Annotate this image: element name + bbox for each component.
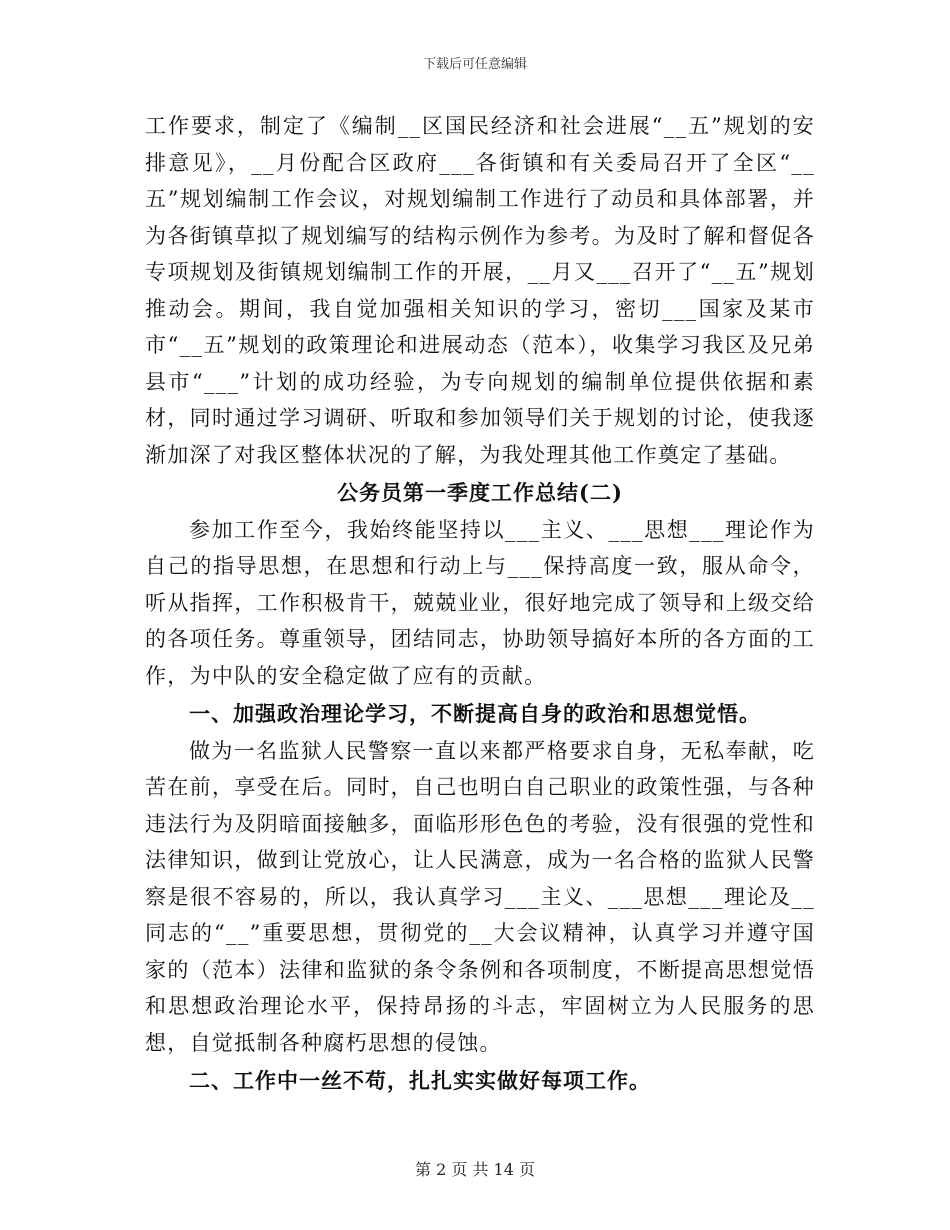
document-body [145,108,815,1100]
heading-political-study: 一、加强政治理论学习，不断提高自身的政治和思想觉悟。 [189,701,761,726]
section-title: 公务员第一季度工作总结(二) [337,480,623,505]
page-number-footer: 第 2 页 共 14 页 [415,1160,535,1179]
paragraph-intro: 参加工作至今，我始终能坚持以___主义、___思想___理论作为自己的指导思想，在思想和行动上与___保持高度一致，服从命令，听从指挥，工作积极肯干，兢兢业业，很好地完成了领导和上级交给的各项任务。尊重领导，团结同志，协助领导搞好本所的各方面的工作，为中队的安全稳定做了应有的贡献。 [145,517,815,688]
page-header-note: 下载后可任意编辑 [422,57,527,72]
heading-work-diligence: 二、工作中一丝不苟，扎扎实实做好每项工作。 [189,1068,651,1093]
paragraph-continued: 工作要求，制定了《编制__区国民经济和社会进展“__五”规划的安排意见》，__月份配合区政府___各街镇和有关委局召开了全区“__五”规划编制工作会议，对规划编制工作进行了动员和具体部署，并为各街镇草拟了规划编写的结构示例作为参考。为及时了解和督促各专项规划及街镇规划编制工作的开展，__月又___召开了“__五”规划推动会。期间，我自觉加强相关知识的学习，密切___国家及某市市“__五”规划的政策理论和进展动态（范本），收集学习我区及兄弟县市“___”计划的成功经验，为专向规划的编制单位提供依据和素材，同时通过学习调研、听取和参加领导们关于规划的讨论，使我逐渐加深了对我区整体状况的了解，为我处理其他工作奠定了基础。 [145,114,815,467]
paragraph-political-study: 做为一名监狱人民警察一直以来都严格要求自身，无私奉献，吃苦在前，享受在后。同时，自己也明白自己职业的政策性强，与各种违法行为及阴暗面接触多，面临形形色色的考验，没有很强的党性和法律知识，做到让党放心，让人民满意，成为一名合格的监狱人民警察是很不容易的，所以，我认真学习___主义、___思想___理论及__同志的“__”重要思想，贯彻党的__大会议精神，认真学习并遵守国家的（范本）法律和监狱的条令条例和各项制度，不断提高思想觉悟和思想政治理论水平，保持昂扬的斗志，牢固树立为人民服务的思想，自觉抵制各种腐朽思想的侵蚀。 [145,738,815,1055]
